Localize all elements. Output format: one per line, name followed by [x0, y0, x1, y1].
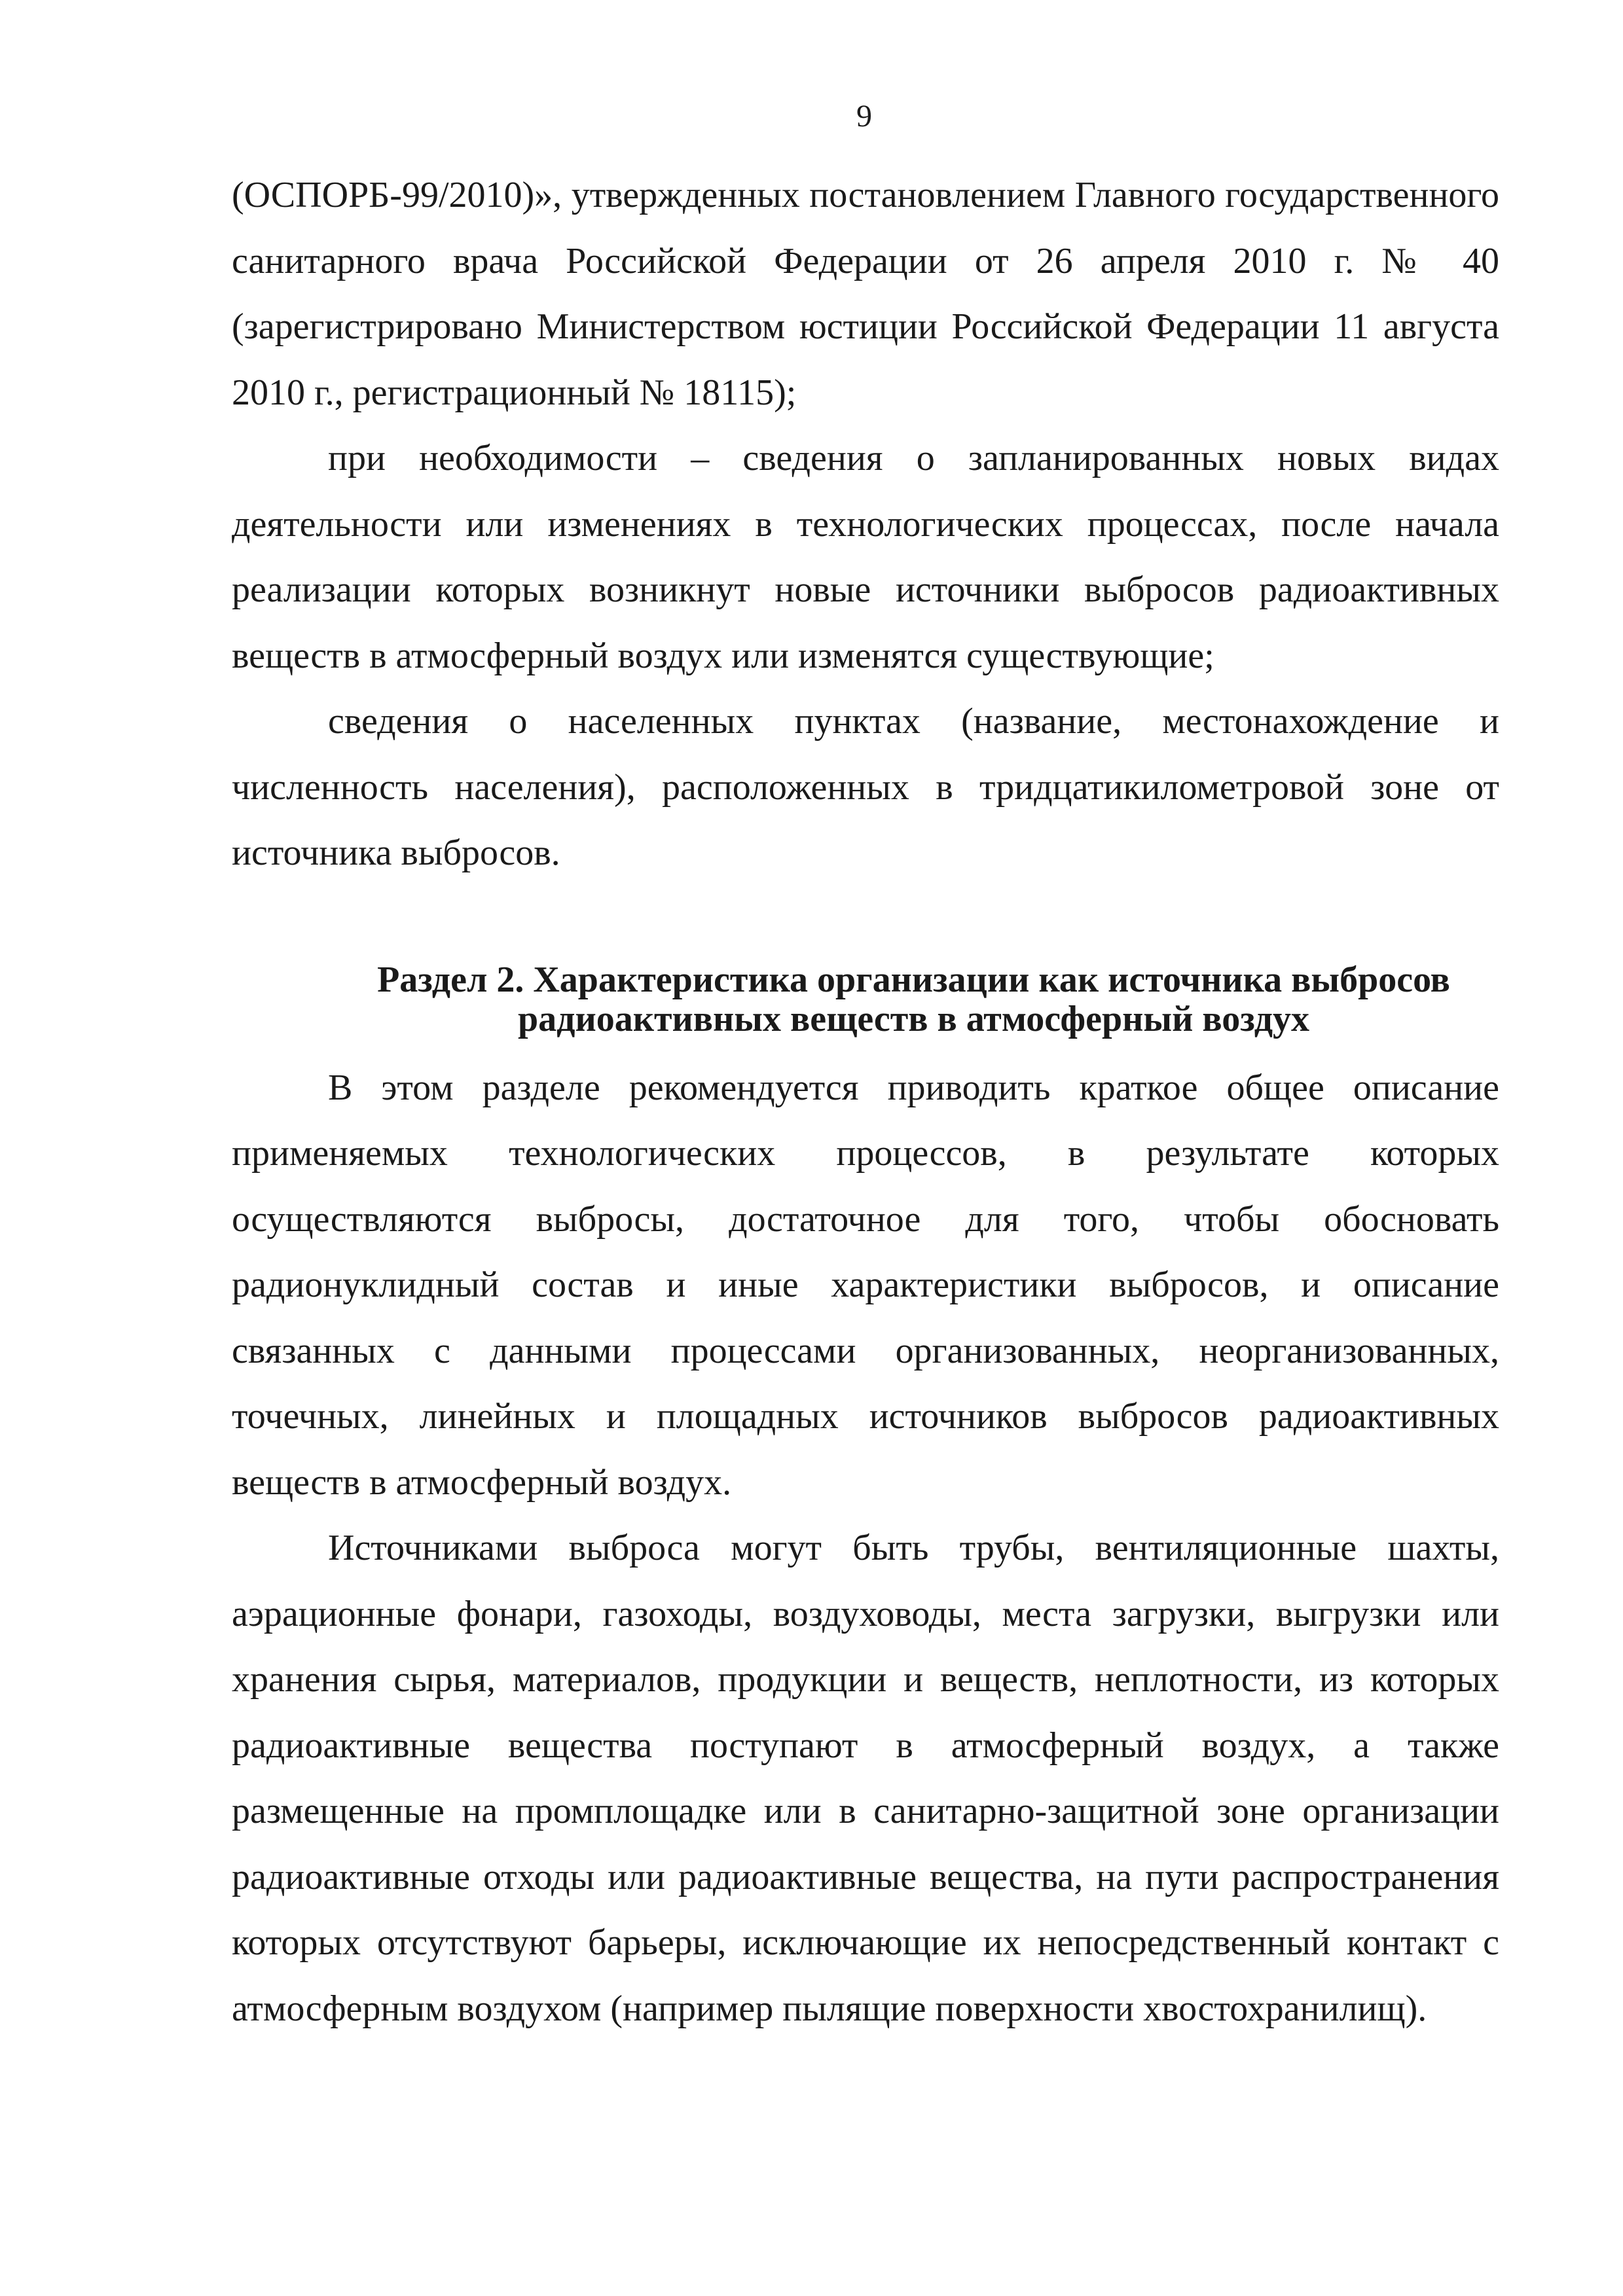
spacer — [232, 1039, 1499, 1055]
spacer — [232, 886, 1499, 960]
page-number: 9 — [856, 99, 872, 134]
section-heading-line-1: Раздел 2. Характеристика организации как источника выбросов — [377, 959, 1450, 1000]
paragraph-planned-activities: при необходимости – сведения о запланированных новых видах деятельности или изменениях в технологических процессах, после начала реализации которых возникнут новые источники выбросов радиоактивных веществ в атмосферный воздух или изменятся существующие; — [232, 438, 1499, 676]
paragraph-continuation: (ОСПОРБ-99/2010)», утвержденных постановлением Главного государственного санитарного врача Российской Федерации от 26 апреля 2010 г. № 40 (зарегистрировано Министерством юстиции Российской Федерации 11 августа 2010 г., регистрационный № 18115); — [232, 175, 1499, 413]
document-body — [232, 162, 1499, 2041]
paragraph-section-description: В этом разделе рекомендуется приводить краткое общее описание применяемых технологических процессов, в результате которых осуществляются выбросы, достаточное для того, чтобы обосновать радионуклидный состав и иные характеристики выбросов, и описание связанных с данными процессами организованных, неорганизованных, точечных, линейных и площадных источников выбросов радиоактивных веществ в атмосферный воздух. — [232, 1067, 1499, 1503]
section-heading-line-2: радиоактивных веществ в атмосферный воздух — [517, 998, 1310, 1039]
section-heading — [232, 960, 1499, 1039]
paragraph-emission-sources: Источниками выброса могут быть трубы, вентиляционные шахты, аэрационные фонари, газоходы, воздуховоды, места загрузки, выгрузки или хранения сырья, материалов, продукции и веществ, неплотности, из которых радиоактивные вещества поступают в атмосферный воздух, а также размещенные на промплощадке или в санитарно-защитной зоне организации радиоактивные отходы или радиоактивные вещества, на пути распространения которых отсутствуют барьеры, исключающие их непосредственный контакт с атмосферным воздухом (например пылящие поверхности хвостохранилищ). — [232, 1528, 1499, 2029]
paragraph-settlements: сведения о населенных пунктах (название, местонахождение и численность населения), расположенных в тридцатикилометровой зоне от источника выбросов. — [232, 701, 1499, 873]
